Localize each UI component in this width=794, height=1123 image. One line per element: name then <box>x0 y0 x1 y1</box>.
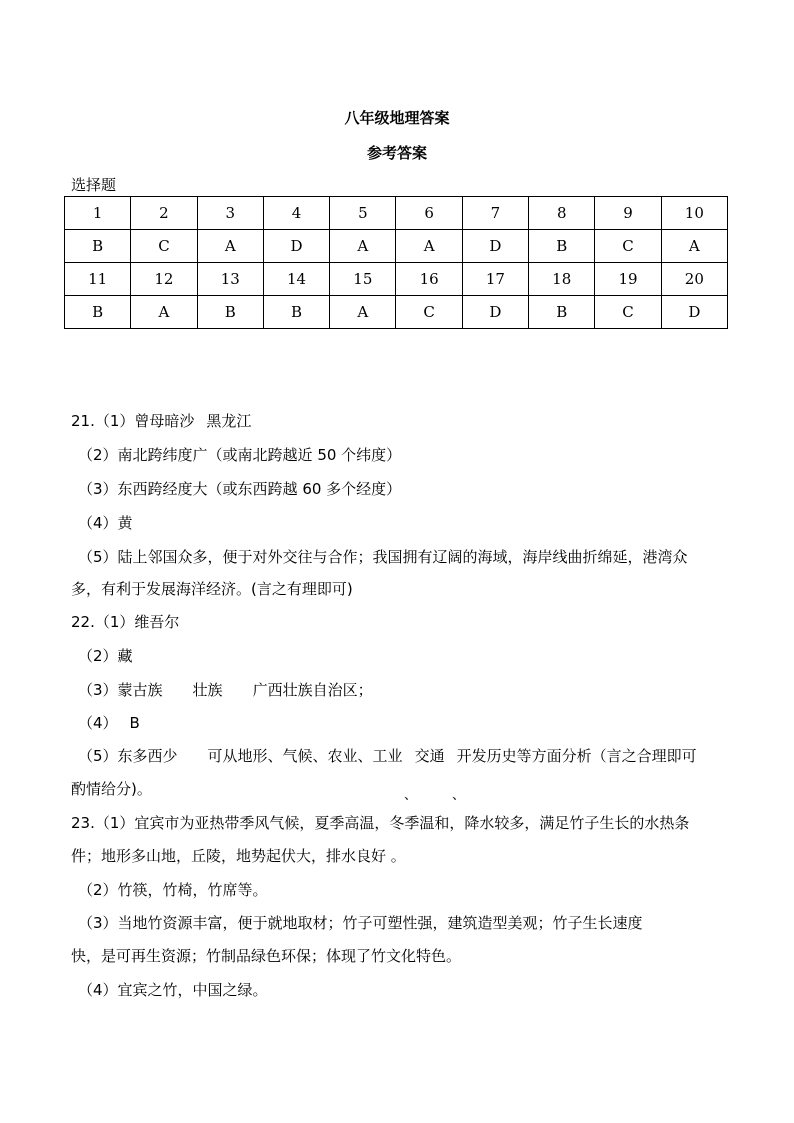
q23-part2: （2）竹筷，竹椅，竹席等。 <box>78 881 268 899</box>
answer-table-row <box>65 296 728 329</box>
question-number-cell: 14 <box>263 263 329 296</box>
answer-cell: B <box>529 230 595 263</box>
q23-part3-line2: 快，是可再生资源；竹制品绿色环保；体现了竹文化特色。 <box>71 947 462 965</box>
question-number-cell: 3 <box>197 197 263 230</box>
question-number-cell: 5 <box>330 197 396 230</box>
answer-cell: B <box>65 296 131 329</box>
q23-part1-line2: 件；地形多山地，丘陵，地势起伏大，排水良好 。 <box>71 847 406 865</box>
q21-part1 <box>71 410 251 431</box>
answer-cell: B <box>263 296 329 329</box>
answer-cell: C <box>595 230 661 263</box>
q21-part1-answer: 黑龙江 <box>206 412 252 430</box>
q22-part5-line1 <box>78 745 697 766</box>
question-number-cell: 7 <box>462 197 528 230</box>
answer-cell: B <box>65 230 131 263</box>
answer-cell: D <box>462 296 528 329</box>
q22-part2: （2）藏 <box>78 647 133 665</box>
question-number-cell: 8 <box>529 197 595 230</box>
answer-cell: D <box>661 296 727 329</box>
q21-part2: （2）南北跨纬度广（或南北跨越近 50 个纬度） <box>78 446 402 464</box>
q22-part5-b: 可从地形、气候、农业、工业 <box>207 747 403 765</box>
q22-part5-line2: 酌情给分)。 <box>71 780 152 798</box>
answer-cell: A <box>197 230 263 263</box>
question-number-cell: 1 <box>65 197 131 230</box>
question-number-cell: 15 <box>330 263 396 296</box>
answer-cell: B <box>197 296 263 329</box>
question-number-cell: 13 <box>197 263 263 296</box>
answer-cell: A <box>131 296 197 329</box>
q22-part4-a: （4） <box>78 714 118 732</box>
q22-part5-a: （5）东多西少 <box>78 747 178 765</box>
q22-part4-b: B <box>129 714 140 732</box>
question-number-cell: 19 <box>595 263 661 296</box>
answer-table-row <box>65 197 728 230</box>
q22-part3-c: 广西壮族自治区； <box>252 681 373 699</box>
stray-mark: 、 <box>452 788 466 803</box>
q22-part4 <box>78 712 140 733</box>
question-number-cell: 9 <box>595 197 661 230</box>
q21-part5-line2: 多，有利于发展海洋经济。(言之有理即可) <box>71 580 353 598</box>
page-subtitle: 参考答案 <box>366 144 427 162</box>
answer-cell: D <box>263 230 329 263</box>
question-number-cell: 20 <box>661 263 727 296</box>
q21-part4: （4）黄 <box>78 514 133 532</box>
answer-cell: C <box>396 296 462 329</box>
q22-part3-a: （3）蒙古族 <box>78 681 163 699</box>
answer-cell: D <box>462 230 528 263</box>
choice-answer-table <box>64 196 728 329</box>
question-number-cell: 12 <box>131 263 197 296</box>
answer-table-row <box>65 263 728 296</box>
question-number-cell: 11 <box>65 263 131 296</box>
q21-part5-line1: （5）陆上邻国众多，便于对外交往与合作；我国拥有辽阔的海域，海岸线曲折绵延，港湾众 <box>78 548 688 566</box>
question-number-cell: 16 <box>396 263 462 296</box>
question-number-cell: 2 <box>131 197 197 230</box>
answer-cell: A <box>396 230 462 263</box>
q22-part3-b: 壮族 <box>192 681 223 699</box>
q23-part1-line1: 23.（1）宜宾市为亚热带季风气候，夏季高温，冬季温和，降水较多，满足竹子生长的水热条 <box>71 814 690 832</box>
answer-cell: C <box>131 230 197 263</box>
answer-cell: C <box>595 296 661 329</box>
q22-part3 <box>78 679 373 700</box>
q22-part5-d: 开发历史等方面分析（言之合理即可 <box>456 747 697 765</box>
answer-cell: A <box>661 230 727 263</box>
answer-cell: A <box>330 230 396 263</box>
q22-part1: 22.（1）维吾尔 <box>71 613 180 631</box>
q23-part4: （4）宜宾之竹，中国之绿。 <box>78 981 268 999</box>
stray-mark: 、 <box>404 788 418 803</box>
question-number-cell: 17 <box>462 263 528 296</box>
answer-table-row <box>65 230 728 263</box>
question-number-cell: 18 <box>529 263 595 296</box>
answer-cell: A <box>330 296 396 329</box>
question-number-cell: 4 <box>263 197 329 230</box>
q21-part1-prefix: 21.（1）曾母暗沙 <box>71 412 195 430</box>
question-number-cell: 6 <box>396 197 462 230</box>
q21-part3: （3）东西跨经度大（或东西跨越 60 多个经度） <box>78 480 402 498</box>
answer-cell: B <box>529 296 595 329</box>
question-number-cell: 10 <box>661 197 727 230</box>
choice-section-label: 选择题 <box>71 176 117 194</box>
page-title: 八年级地理答案 <box>344 109 450 127</box>
q22-part5-c: 交通 <box>414 747 445 765</box>
q23-part3-line1: （3）当地竹资源丰富，便于就地取材；竹子可塑性强，建筑造型美观；竹子生长速度 <box>78 914 643 932</box>
